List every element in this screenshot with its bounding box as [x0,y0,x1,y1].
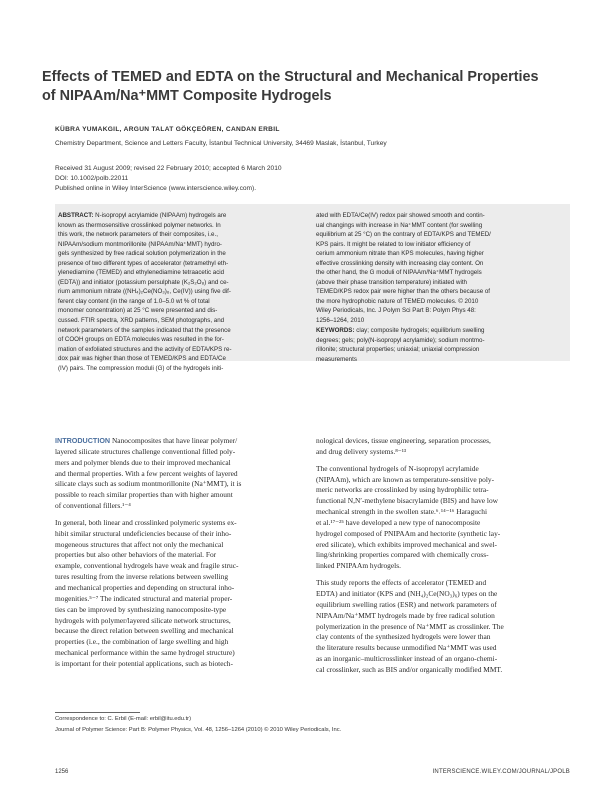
keywords-line: rillonite; structural properties; uniaxial; uniaxial compression [316,346,480,354]
body-line: ling/shrinking properties compared with chemically cross- [316,550,489,560]
correspondence: Correspondence to: C. Erbil (E-mail: erbil@itu.edu.tr) [55,716,192,722]
body-line: clay contents of the synthesized hydrogels were lower than [316,632,491,642]
affiliation: Chemistry Department, Science and Letters Faculty, İstanbul Technical University, 34469 Maslak, İstanbul, Turkey [55,140,387,147]
abstract-line: TEMED/KPS redox pair were higher than the others because of [316,288,491,296]
section-label: ABSTRACT: [58,212,94,219]
body-left-column [55,436,305,670]
keywords-line: measurements [316,355,357,363]
body-right-column [316,436,571,676]
abstract-line: ual changings with increase in Na⁺MMT content (for swelling [316,221,483,229]
body-line: ered silicate), which exhibits improved mechanical and swel- [316,539,498,549]
body-line: INTRODUCTION Nanocomposites that have linear polymer/ [55,436,238,445]
body-line: and mechanical properties and depending on structural inho- [55,582,235,592]
body-line: mogenities.⁵⁻⁷ The indicated structural and material proper- [55,593,233,603]
body-line: linked PNIPAAm hydrogels. [316,561,401,571]
abstract-line: ylenediamine (TEMED) and ethylenediamine tetraacetic acid [58,269,225,277]
body-line: and drug delivery systems.⁸⁻¹³ [316,446,407,456]
abstract-line: ABSTRACT: N-isopropyl acrylamide (NIPAAm) hydrogels are [58,212,227,219]
abstract-line: dox pair was higher than those of TEMED/KPS and EDTA/Ce [58,355,226,363]
body-line: hydrogel composed of PNIPAAm and hectorite (synthetic lay- [316,528,501,538]
body-line: mechanical strength in the swollen state.⁶˒¹⁴⁻¹⁶ Haraguchi [316,507,488,517]
abstract-line: ferent clay content (in the range of 1.0–5.0 wt % of total [58,297,210,305]
body-line: properties but also other behaviors of the material. For [55,550,217,560]
abstract-line: cussed. FTIR spectra, XRD patterns, SEM photographs, and [58,317,225,325]
body-line: functional N,N′-methylene bisacrylamide (BIS) and have low [316,496,499,506]
abstract-line: ated with EDTA/Ce(IV) redox pair showed smooth and contin- [316,212,485,219]
introduction-heading: INTRODUCTION [55,436,111,445]
abstract-right-column [316,211,568,326]
body-line: and thermal properties. With a few percent weights of layered [55,468,238,478]
body-line: ties can be improved by synthesizing nanocomposite-type [55,604,227,614]
abstract-line: (above their phase transition temperature) initiated with [316,278,467,286]
keywords-line: degrees; gels; poly(N-isopropyl acrylamide); sodium montmo- [316,336,485,344]
title-line-2: of NIPAAm/Na⁺MMT Composite Hydrogels [42,88,332,104]
abstract-line: (IV) pairs. The compression moduli (G) of the hydrogels initi- [58,364,224,372]
body-line: layered silicate structures challenge conventional filled poly- [55,446,236,456]
body-line: example, conventional hydrogels have weak and fragile struc- [55,561,239,571]
body-line: silicate clays such as sodium montmorillonite (Na⁺MMT), it is [55,479,242,489]
body-line: (NIPAAm), which are known as temperature-sensitive poly- [316,474,495,484]
abstract-line: (EDTA)) and initiator (potassium persulphate (K₂S₂O₈) and ce- [58,278,229,286]
abstract-line: equilibrium at 25 °C) on the contrary of EDTA/KPS and TEMED/ [316,231,491,239]
body-line: EDTA) and initiator (KPS and (NH₄)₂Ce(NO₃)₆) types on the [316,588,498,598]
section-label: KEYWORDS: [316,327,355,334]
body-line: properties (i.e., the combination of large swelling and high [55,637,229,647]
body-line: The conventional hydrogels of N-isopropyl acrylamide [316,463,479,473]
abstract-line: effective crosslinking density with increasing clay content. On [316,259,484,267]
body-line: In general, both linear and crosslinked polymeric systems ex- [55,517,237,527]
body-line: meric networks are crosslinked by using hydrophilic tetra- [316,485,489,495]
received-dates: Received 31 August 2009; revised 22 February 2010; accepted 6 March 2010 [55,165,282,172]
abstract-line: mation of exfoliated structures and the activity of EDTA/KPS re- [58,345,232,353]
doi[interactable]: DOI: 10.1002/polb.22011 [55,175,129,182]
body-line: equilibrium swelling ratios (ESR) and network parameters of [316,599,497,609]
abstract-line: cerium ammonium nitrate than KPS molecules, having higher [316,250,484,258]
keywords [316,326,568,364]
body-line: of conventional fillers.¹⁻⁴ [55,501,131,511]
page-number: 1256 [55,769,69,775]
title-line-1: Effects of TEMED and EDTA on the Structural and Mechanical Properties [42,69,539,85]
abstract-line: Wiley Periodicals, Inc. J Polym Sci Part B: Polym Phys 48: [316,307,476,315]
abstract-line: gels synthesized by free radical solution polymerization in the [58,250,226,258]
abstract-line: KPS pairs. It might be related to low initiator efficiency of [316,240,471,248]
abstract-left-column [58,211,306,373]
body-line: nological devices, tissue engineering, separation processes, [316,436,491,445]
abstract-line: the other hand, the G moduli of NIPAAm/Na⁺MMT hydrogels [316,269,482,277]
body-line: because the direct relation between swelling and mechanical [55,626,234,636]
abstract-line: monomer concentration) at 25 °C were presented and dis- [58,307,218,315]
body-line: This study reports the effects of accelerator (TEMED and [316,578,487,588]
published-online: Published online in Wiley InterScience (www.interscience.wiley.com). [55,185,257,192]
abstract-line: this work, the network parameters of their composites, i.e., [58,231,218,239]
abstract-line: the more hydrophobic nature of TEMED molecules. © 2010 [316,297,479,305]
body-line: polymerization in the presence of Na⁺MMT as crosslinker. The [316,621,504,631]
body-line: mers and polymer blends due to their improved mechanical [55,457,231,467]
abstract-line: known as thermosensitive crosslinked polymer networks. In [58,221,221,229]
journal-url[interactable]: INTERSCIENCE.WILEY.COM/JOURNAL/JPOLB [432,769,570,775]
body-line: cal crosslinker, such as BIS and/or organically modified MMT. [316,664,503,674]
body-line: mogeneous structures that affect not only the mechanical [55,539,224,549]
body-line: et al.¹⁷⁻²⁵ have developed a new type of nanocomposite [316,517,481,527]
body-line: as an inorganic–multicrosslinker instead of an organo-chemi- [316,654,498,664]
abstract-line: rium ammonium nitrate ((NH₄)₂Ce(NO₃)₆, Ce(IV)) using five dif- [58,288,231,296]
abstract-line: NIPAAm/sodium montmorillonite (NIPAAm/Na⁺MMT) hydro- [58,240,222,248]
body-line: hydrogels with polymer/layered silicate network structures, [55,615,231,625]
article-title [42,68,562,106]
keywords-line: KEYWORDS: clay; composite hydrogels; equilibrium swelling [316,327,485,334]
body-line: hibit similar structural undeficiencies because of their inho- [55,528,232,538]
abstract-line: network parameters of the samples indicated that the presence [58,326,231,334]
body-line: NIPAAm/Na⁺MMT hydrogels made by free radical solution [316,610,495,620]
body-line: the literature results because unmodified Na⁺MMT was used [316,643,497,653]
body-line: tures resulting from the inverse relations between swelling [55,572,229,582]
journal-footer: Journal of Polymer Science: Part B: Polymer Physics, Vol. 48, 1256–1264 (2010) © 2010 Wiley Periodicals, Inc. [55,727,342,733]
footnote-rule [55,712,140,713]
abstract-line: 1256–1264, 2010 [316,317,365,325]
body-line: possible to reach similar properties than with higher amount [55,490,233,500]
body-line: is important for their potential applications, such as biotech- [55,658,233,668]
abstract-line: of COOH groups on EDTA molecules was resulted in the for- [58,336,224,344]
body-line: mechanical performance within the same hydrogel structure) [55,648,235,658]
authors: KÜBRA YUMAKGIL, ARGUN TALAT GÖKÇEÖREN, CANDAN ERBIL [55,126,280,133]
abstract-line: presence of two different types of accelerator (tetramethyl eth- [58,259,229,267]
